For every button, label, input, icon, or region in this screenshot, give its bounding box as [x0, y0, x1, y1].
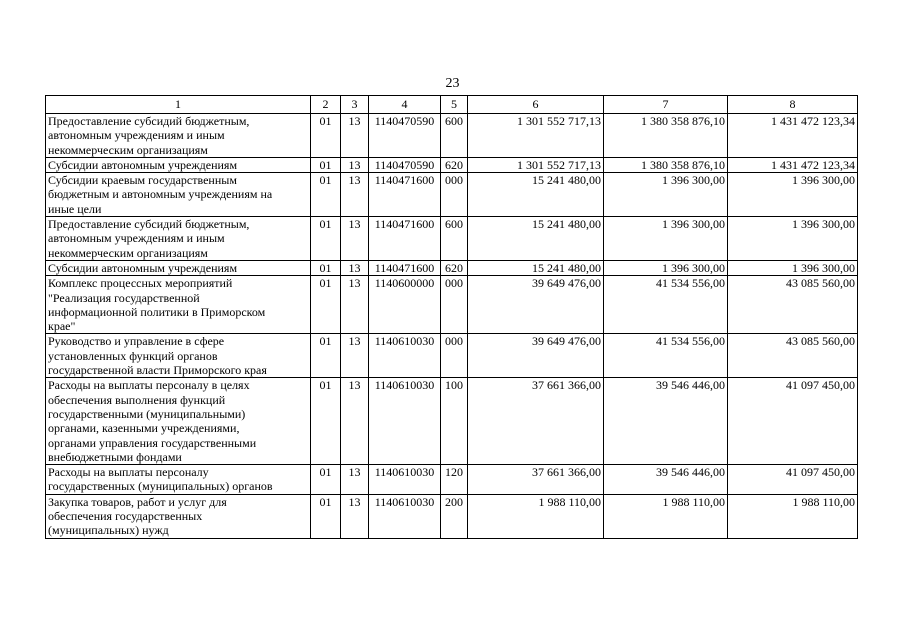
amount-col-6: 15 241 480,00 — [468, 217, 604, 261]
amount-col-7: 1 396 300,00 — [604, 260, 728, 275]
expense-name: Субсидии автономным учреждениям — [46, 157, 311, 172]
header-col-4: 4 — [369, 96, 441, 114]
section-code: 01 — [311, 494, 341, 538]
amount-col-7: 1 396 300,00 — [604, 173, 728, 217]
header-col-6: 6 — [468, 96, 604, 114]
amount-col-8: 1 396 300,00 — [728, 260, 858, 275]
subsection-code: 13 — [341, 260, 369, 275]
target-article-code: 1140471600 — [369, 173, 441, 217]
amount-col-6: 1 301 552 717,13 — [468, 114, 604, 158]
section-code: 01 — [311, 334, 341, 378]
expense-name: Предоставление субсидий бюджетным, автономным учреждениям и иным некоммерческим организациям — [46, 114, 311, 158]
amount-col-8: 1 396 300,00 — [728, 173, 858, 217]
amount-col-6: 37 661 366,00 — [468, 378, 604, 465]
amount-col-7: 1 396 300,00 — [604, 217, 728, 261]
amount-col-8: 41 097 450,00 — [728, 378, 858, 465]
amount-col-8: 1 431 472 123,34 — [728, 114, 858, 158]
header-col-3: 3 — [341, 96, 369, 114]
target-article-code: 1140470590 — [369, 157, 441, 172]
expense-name: Расходы на выплаты персоналу в целях обеспечения выполнения функций государственными (муниципальными) органами, казенными учреждениями, органами управления государственными внебюджетными фондами — [46, 378, 311, 465]
expense-name: Предоставление субсидий бюджетным, автономным учреждениям и иным некоммерческим организациям — [46, 217, 311, 261]
subsection-code: 13 — [341, 276, 369, 334]
amount-col-7: 1 380 358 876,10 — [604, 114, 728, 158]
amount-col-8: 43 085 560,00 — [728, 276, 858, 334]
target-article-code: 1140610030 — [369, 494, 441, 538]
table-row — [46, 217, 858, 261]
target-article-code: 1140471600 — [369, 260, 441, 275]
expense-name: Субсидии краевым государственным бюджетным и автономным учреждениям на иные цели — [46, 173, 311, 217]
expense-type-code: 620 — [441, 260, 468, 275]
amount-col-6: 15 241 480,00 — [468, 260, 604, 275]
section-code: 01 — [311, 378, 341, 465]
amount-col-6: 37 661 366,00 — [468, 465, 604, 495]
target-article-code: 1140610030 — [369, 334, 441, 378]
target-article-code: 1140600000 — [369, 276, 441, 334]
header-row — [46, 96, 858, 114]
target-article-code: 1140470590 — [369, 114, 441, 158]
expense-name: Расходы на выплаты персоналу государственных (муниципальных) органов — [46, 465, 311, 495]
amount-col-7: 39 546 446,00 — [604, 378, 728, 465]
expense-type-code: 600 — [441, 217, 468, 261]
amount-col-8: 1 396 300,00 — [728, 217, 858, 261]
expense-name: Руководство и управление в сфере установленных функций органов государственной власти Приморского края — [46, 334, 311, 378]
budget-table — [45, 95, 858, 539]
amount-col-7: 1 988 110,00 — [604, 494, 728, 538]
amount-col-7: 1 380 358 876,10 — [604, 157, 728, 172]
table-row — [46, 334, 858, 378]
target-article-code: 1140610030 — [369, 378, 441, 465]
expense-type-code: 000 — [441, 276, 468, 334]
expense-type-code: 620 — [441, 157, 468, 172]
expense-name: Субсидии автономным учреждениям — [46, 260, 311, 275]
table-row — [46, 114, 858, 158]
amount-col-6: 15 241 480,00 — [468, 173, 604, 217]
target-article-code: 1140471600 — [369, 217, 441, 261]
amount-col-6: 1 301 552 717,13 — [468, 157, 604, 172]
subsection-code: 13 — [341, 378, 369, 465]
header-col-2: 2 — [311, 96, 341, 114]
subsection-code: 13 — [341, 334, 369, 378]
subsection-code: 13 — [341, 173, 369, 217]
subsection-code: 13 — [341, 157, 369, 172]
section-code: 01 — [311, 157, 341, 172]
subsection-code: 13 — [341, 217, 369, 261]
table-row — [46, 494, 858, 538]
amount-col-6: 39 649 476,00 — [468, 334, 604, 378]
table-row — [46, 465, 858, 495]
subsection-code: 13 — [341, 494, 369, 538]
subsection-code: 13 — [341, 465, 369, 495]
section-code: 01 — [311, 114, 341, 158]
expense-type-code: 000 — [441, 173, 468, 217]
expense-name: Комплекс процессных мероприятий "Реализация государственной информационной политики в Приморском крае" — [46, 276, 311, 334]
table-row — [46, 260, 858, 275]
table-row — [46, 173, 858, 217]
subsection-code: 13 — [341, 114, 369, 158]
header-col-1: 1 — [46, 96, 311, 114]
page-number: 23 — [445, 76, 460, 91]
section-code: 01 — [311, 217, 341, 261]
amount-col-8: 1 431 472 123,34 — [728, 157, 858, 172]
table-row — [46, 378, 858, 465]
amount-col-8: 41 097 450,00 — [728, 465, 858, 495]
target-article-code: 1140610030 — [369, 465, 441, 495]
section-code: 01 — [311, 276, 341, 334]
amount-col-7: 39 546 446,00 — [604, 465, 728, 495]
header-col-8: 8 — [728, 96, 858, 114]
amount-col-6: 39 649 476,00 — [468, 276, 604, 334]
amount-col-7: 41 534 556,00 — [604, 276, 728, 334]
expense-name: Закупка товаров, работ и услуг для обеспечения государственных (муниципальных) нужд — [46, 494, 311, 538]
table-row — [46, 157, 858, 172]
header-col-7: 7 — [604, 96, 728, 114]
amount-col-8: 1 988 110,00 — [728, 494, 858, 538]
section-code: 01 — [311, 173, 341, 217]
expense-type-code: 200 — [441, 494, 468, 538]
amount-col-6: 1 988 110,00 — [468, 494, 604, 538]
table-row — [46, 276, 858, 334]
expense-type-code: 600 — [441, 114, 468, 158]
section-code: 01 — [311, 260, 341, 275]
amount-col-8: 43 085 560,00 — [728, 334, 858, 378]
header-col-5: 5 — [441, 96, 468, 114]
amount-col-7: 41 534 556,00 — [604, 334, 728, 378]
section-code: 01 — [311, 465, 341, 495]
expense-type-code: 000 — [441, 334, 468, 378]
expense-type-code: 100 — [441, 378, 468, 465]
expense-type-code: 120 — [441, 465, 468, 495]
